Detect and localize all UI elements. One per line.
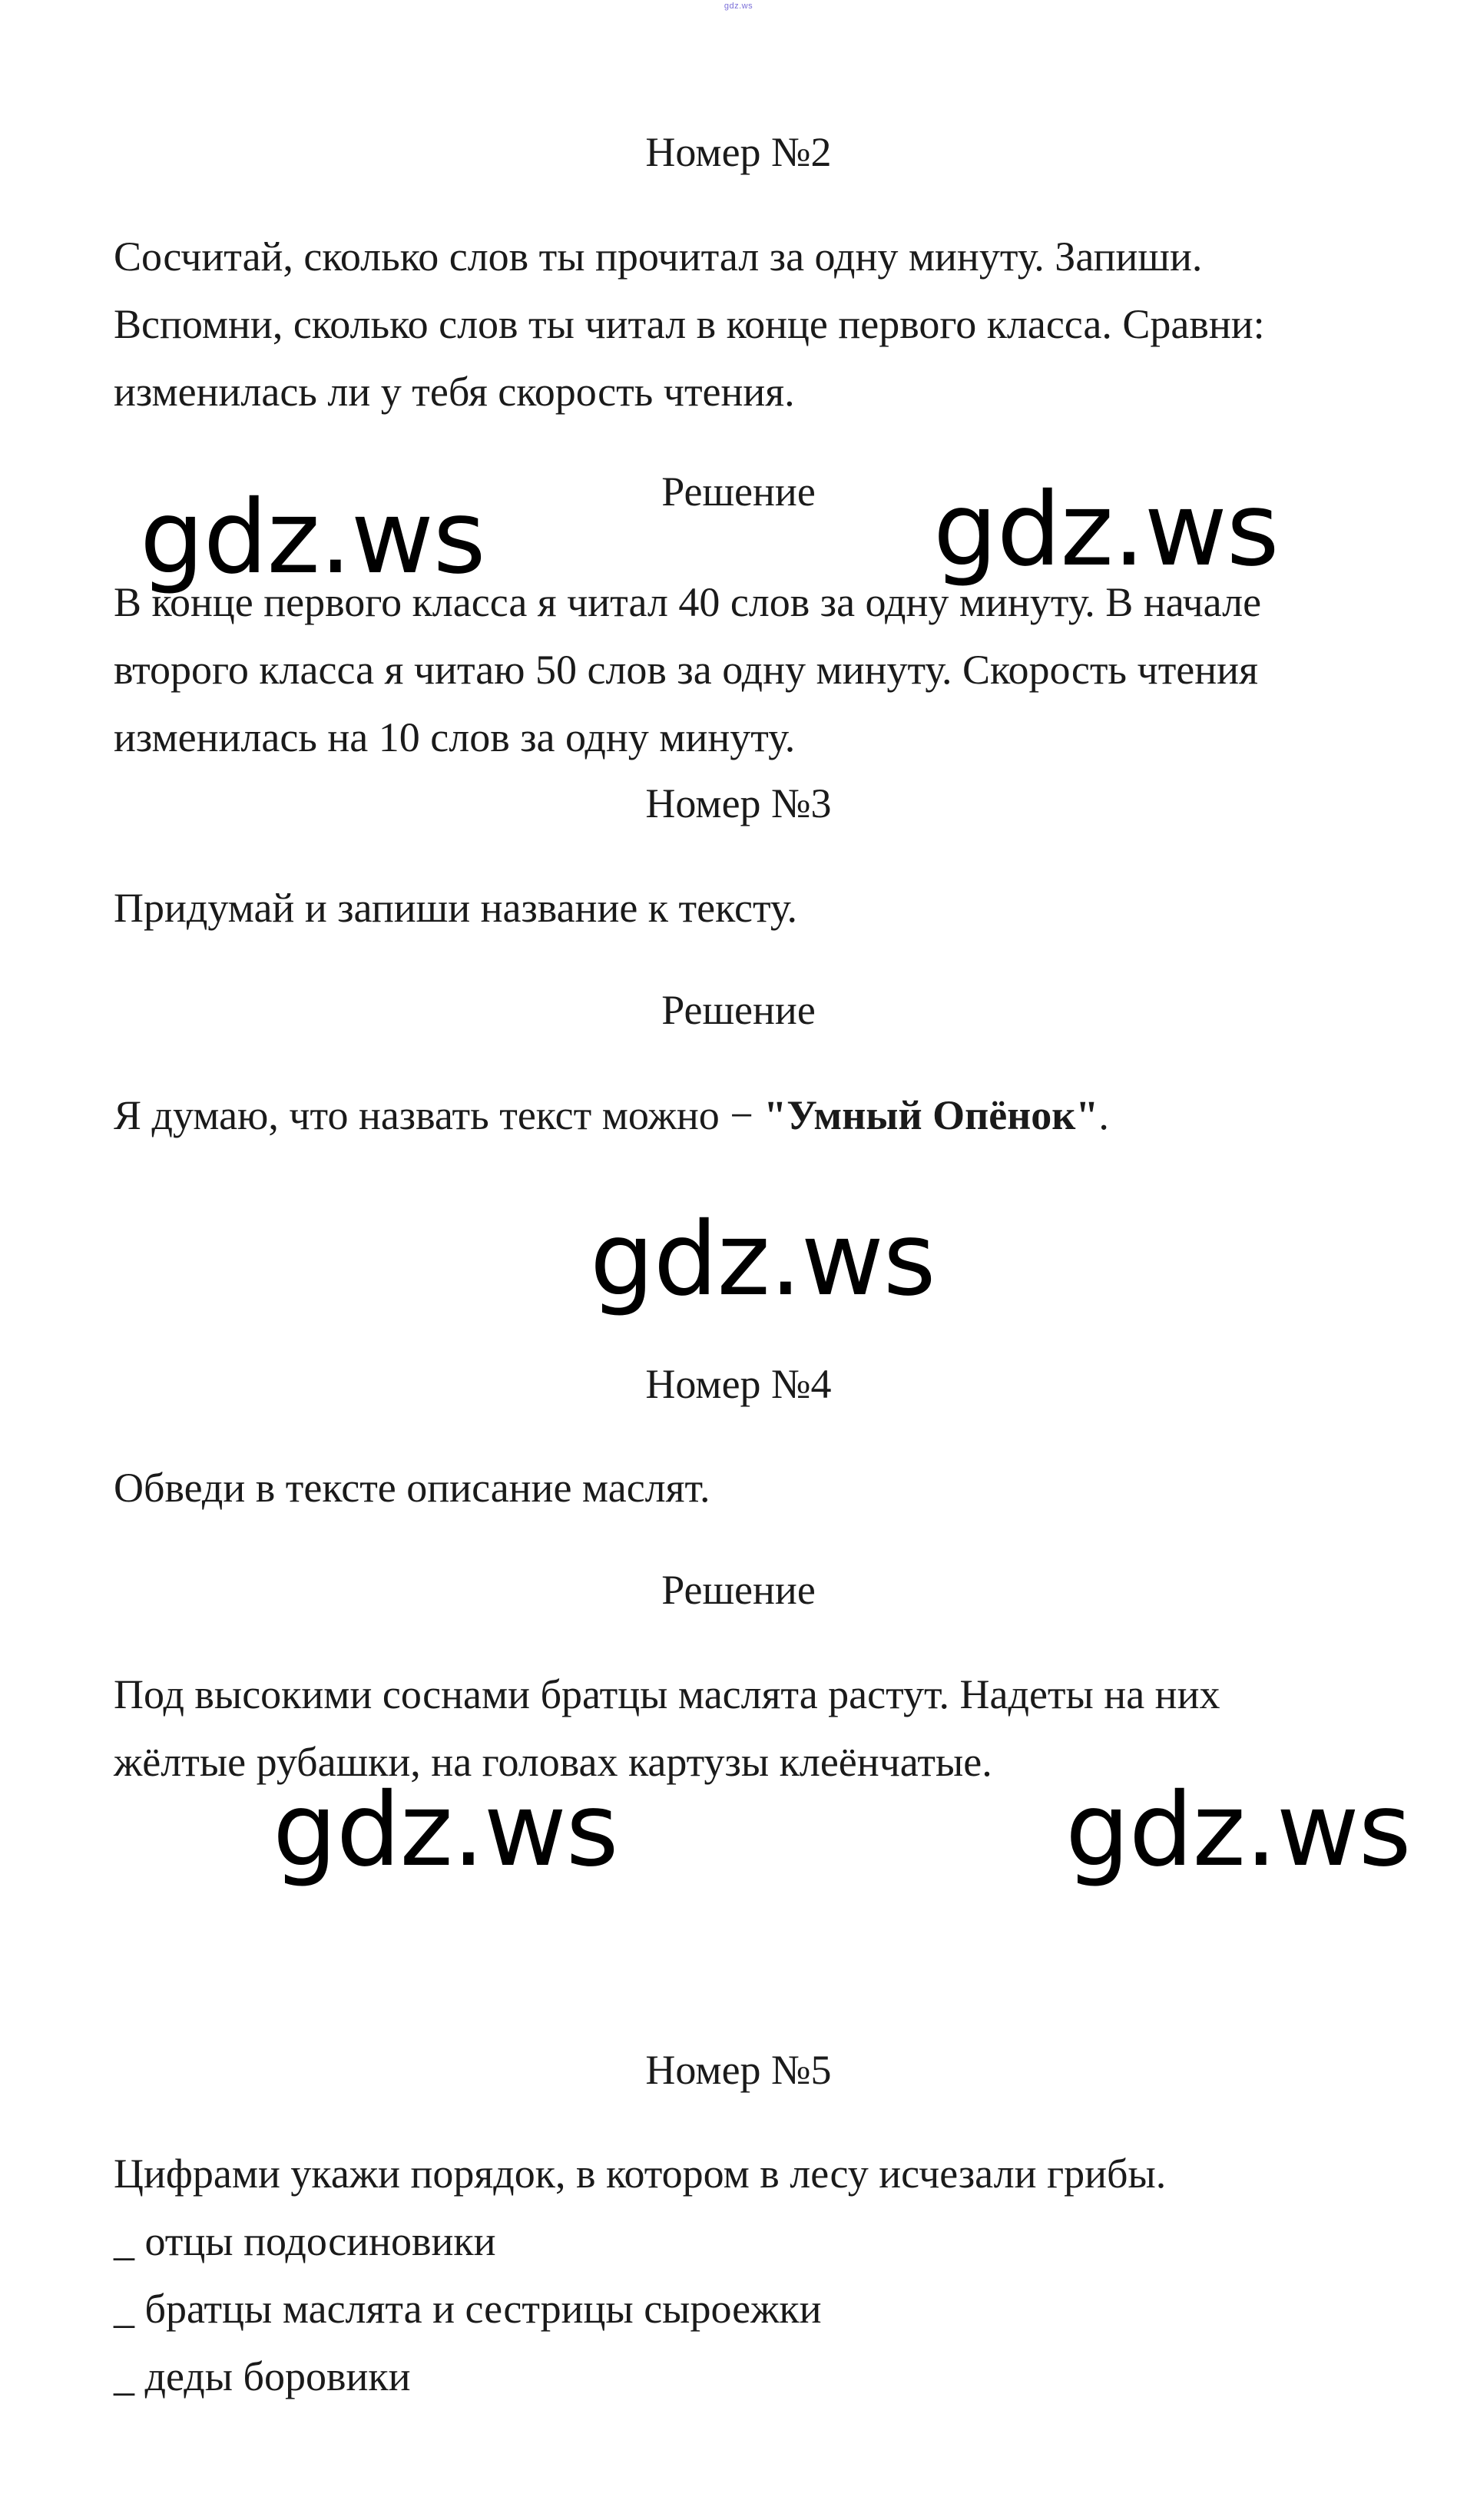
task2-solution-label: Решение — [661, 469, 816, 515]
task2-question-line: Вспомни, сколько слов ты читал в конце первого класса. Сравни: — [114, 301, 1265, 347]
task3-solution-label: Решение — [661, 987, 816, 1033]
task4-question — [114, 1454, 1419, 1522]
watermark-logo: gdz.ws — [933, 471, 1279, 589]
task4-question-line: Обведи в тексте описание маслят. — [114, 1465, 710, 1511]
task2-title: Номер №2 — [645, 129, 832, 175]
watermark-logo: gdz.ws — [590, 1200, 936, 1319]
task4-answer-line: жёлтые рубашки, на головах картузы клеёнчатые. — [114, 1739, 992, 1785]
task3-title: Номер №3 — [645, 780, 832, 826]
task3-question-line: Придумай и запиши название к тексту. — [114, 885, 797, 931]
task4-answer-line: Под высокими соснами братцы маслята растут. Надеты на них — [114, 1671, 1220, 1717]
watermark-logo: gdz.ws — [273, 1771, 618, 1889]
task3-answer-prefix: Я думаю, что назвать текст можно − — [114, 1092, 764, 1138]
task3-question — [114, 874, 1419, 942]
task5-item: _ деды боровики — [114, 2353, 411, 2399]
task3-answer-suffix: . — [1098, 1092, 1109, 1138]
task3-answer — [114, 1081, 1419, 1149]
task2-question — [114, 223, 1419, 426]
task3-answer-line — [114, 1081, 1419, 1149]
task2-question-line: Сосчитай, сколько слов ты прочитал за одну минуту. Запиши. — [114, 233, 1203, 280]
task5-item: _ отцы подосиновики — [114, 2218, 496, 2264]
watermark-logo: gdz.ws — [1065, 1771, 1411, 1889]
task3-answer-title: "Умный Опёнок" — [763, 1092, 1099, 1138]
task2-answer-line: второго класса я читаю 50 слов за одну минуту. Скорость чтения — [114, 647, 1258, 693]
task2-answer-line: изменилась на 10 слов за одну минуту. — [114, 714, 796, 760]
task2-answer — [114, 568, 1419, 771]
task5-title: Номер №5 — [645, 2047, 832, 2093]
watermark-logo: gdz.ws — [140, 479, 485, 597]
task2-answer-line: В конце первого класса я читал 40 слов за одну минуту. В начале — [114, 579, 1262, 625]
task5-item: _ братцы маслята и сестрицы сыроежки — [114, 2286, 822, 2332]
task2-question-line: изменилась ли у тебя скорость чтения. — [114, 369, 795, 415]
task4-solution-label: Решение — [661, 1567, 816, 1613]
header-watermark: gdz.ws — [724, 2, 753, 11]
task5-question-line: Цифрами укажи порядок, в котором в лесу исчезали грибы. — [114, 2151, 1167, 2197]
task5-question — [114, 2140, 1419, 2410]
task4-title: Номер №4 — [645, 1361, 832, 1407]
